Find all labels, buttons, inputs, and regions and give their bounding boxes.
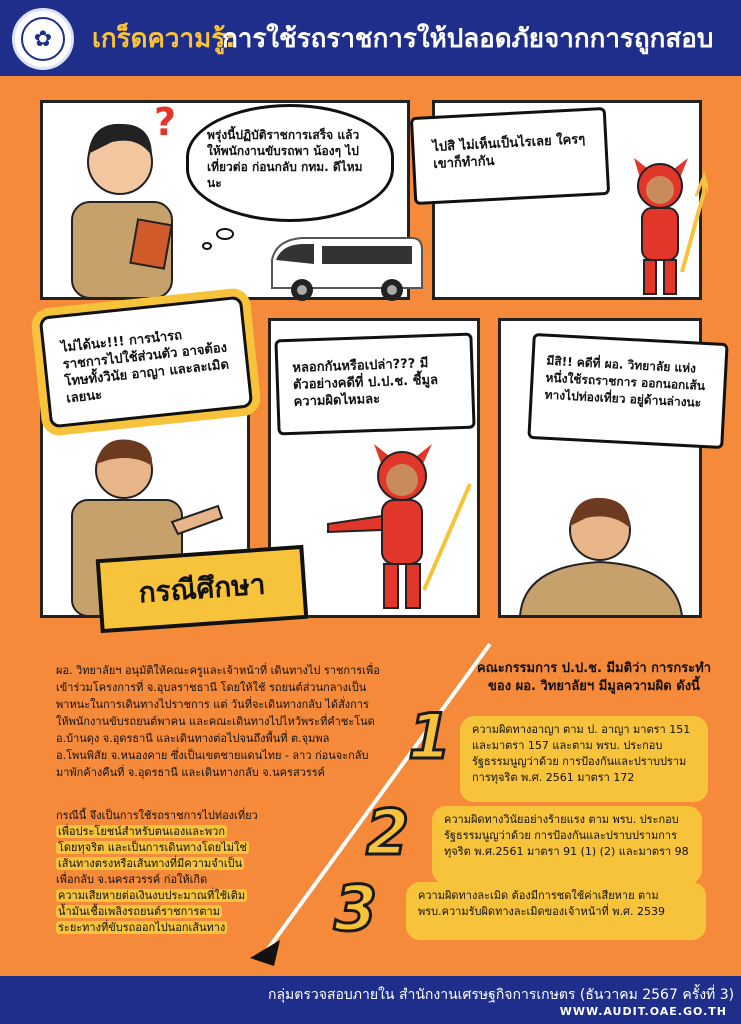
- case-study-label: กรณีศึกษา: [96, 545, 309, 633]
- offense-2-text: ความผิดทางวินัยอย่างร้ายแรง ตาม พรบ. ประกอบรัฐธรรมนูญว่าด้วย การป้องกันและปราบปรามการทุจริต พ.ศ.2561 มาตรา 91 (1) (2) และมาตรา 98: [444, 813, 689, 858]
- speech-bubble-5: [527, 333, 728, 449]
- thought-dot-1: [216, 228, 234, 240]
- offense-box-1: [460, 716, 708, 802]
- footer-bar: [0, 976, 741, 1024]
- speech-bubble-4: [274, 333, 475, 436]
- offense-3-text: ความผิดทางละเมิด ต้องมีการชดใช้ค่าเสียหาย ตาม พรบ.ความรับผิดทางละเมิดของเจ้าหน้าที่ พ.ศ. 2539: [418, 889, 665, 918]
- speech-bubble-2-text: ไปสิ ไม่เห็นเป็นไรเลย ใครๆ เขาก็ทำกัน: [432, 132, 586, 173]
- case-description: ผอ. วิทยาลัยฯ อนุมัติให้คณะครูและเจ้าหน้าที่ เดินทางไป ราชการเพื่อเข้าร่วมโครงการที่ จ.อุบลราชธานี โดยให้ใช้ รถยนต์ส่วนกลางเป็นพาหนะในการเดินทางไปราชการ แต่ วันที่จะเดินทางกลับ ได้สั่งการให้พนักงานขับรถยนต์พาคน และคณะเดินทางไปไหว้พระที่คำชะโนด อ.บ้านดุง จ.อุดรธานี และเดินทางต่อไปจนถึงพื้นที่ ต.จุมพล อ.โพนพิสัย จ.หนองคาย ซึ่งเป็นเขตชายแดนไทย - ลาว ก่อนจะกลับมาพักค้างคืนที่ จ.อุดรธานี และเดินทางกลับ จ.นครสวรรค์: [56, 664, 380, 779]
- offense-1-text: ความผิดทางอาญา ตาม ป. อาญา มาตรา 151 และมาตรา 157 และตาม พรบ. ประกอบรัฐธรรมนูญว่าด้วย การป้องกันและปราบปรามการทุจริต พ.ศ. 2561 มาตรา 172: [472, 723, 691, 784]
- devil-character-illustration: [612, 152, 708, 300]
- footer-url[interactable]: WWW.AUDIT.OAE.GO.TH: [559, 1005, 727, 1018]
- item-number-2: 2: [366, 796, 410, 869]
- finding-line-6: ความเสียหายต่อเงินงบประมาณที่ใช้เติม: [58, 889, 246, 902]
- speech-bubble-4-text: หลอกกันหรือเปล่า??? มีตัวอย่างคดีที่ ป.ป.ช. ชี้มูลความผิดไหมละ: [292, 356, 439, 410]
- title-prefix: เกร็ดความรู้:: [92, 24, 236, 54]
- devil-character-2-illustration: [320, 440, 476, 616]
- burst-bubble-3: [39, 296, 254, 429]
- finding-line-1: กรณีนี้ จึงเป็นการใช้รถราชการไปท่องเที่ยว: [56, 809, 258, 822]
- committee-conclusion: คณะกรรมการ ป.ป.ช. มีมติว่า การกระทำของ ผอ. วิทยาลัยฯ มีมูลความผิด ดังนี้: [476, 661, 712, 694]
- thought-dot-2: [202, 242, 212, 250]
- agency-logo: [12, 8, 74, 70]
- finding-line-7: น้ำมันเชื้อเพลิงรถยนต์ราชการตาม: [58, 905, 220, 918]
- footer-credit: กลุ่มตรวจสอบภายใน สำนักงานเศรษฐกิจการเกษตร (ธันวาคม 2567 ครั้งที่ 3): [268, 987, 735, 1003]
- officer-smiling-illustration: [500, 490, 700, 616]
- offense-box-3: [406, 882, 706, 940]
- burst-bubble-3-text: ไม่ได้นะ!!! การนำรถ ราชการไปใช้ส่วนตัว อาจต้องโทษทั้งวินัย อาญา และละเมิดเลยนะ: [60, 328, 230, 407]
- speech-bubble-2: [410, 107, 610, 205]
- finding-line-8: ระยะทางที่ขับรถออกไปนอกเส้นทาง: [58, 921, 226, 934]
- finding-line-3: โดยทุจริต และเป็นการเดินทางโดยไม่ใช่: [58, 841, 247, 854]
- item-number-3: 3: [334, 872, 378, 945]
- thought-bubble-1: [186, 104, 394, 222]
- page-title: การใช้รถราชการให้ปลอดภัยจากการถูกสอบ: [222, 24, 714, 54]
- van-illustration: [262, 230, 428, 306]
- emblem-icon: ✿: [21, 17, 65, 61]
- finding-line-5: เพื่อกลับ จ.นครสวรรค์ ก่อให้เกิด: [56, 873, 208, 886]
- item-number-1: 1: [408, 700, 452, 773]
- finding-line-4: เส้นทางตรงหรือเส้นทางที่มีความจำเป็น: [58, 857, 243, 870]
- offense-box-2: [432, 806, 702, 884]
- thought-bubble-1-text: พรุ่งนี้ปฏิบัติราชการเสร็จ แล้ว ให้พนักงานขับรถพา น้องๆ ไปเที่ยวต่อ ก่อนกลับ กทม. ดีไหมนะ: [207, 128, 363, 190]
- finding-line-2: เพื่อประโยชน์สำหรับตนเองและพวก: [58, 825, 226, 838]
- speech-bubble-5-text: มีสิ!! คดีที่ ผอ. วิทยาลัย แห่งหนึ่งใช้รถราชการ ออกนอกเส้นทางไปท่องเที่ยว อยู่ด้านล่างนะ: [544, 353, 706, 410]
- question-mark-icon: ?: [154, 100, 177, 144]
- header-bar: [0, 0, 741, 76]
